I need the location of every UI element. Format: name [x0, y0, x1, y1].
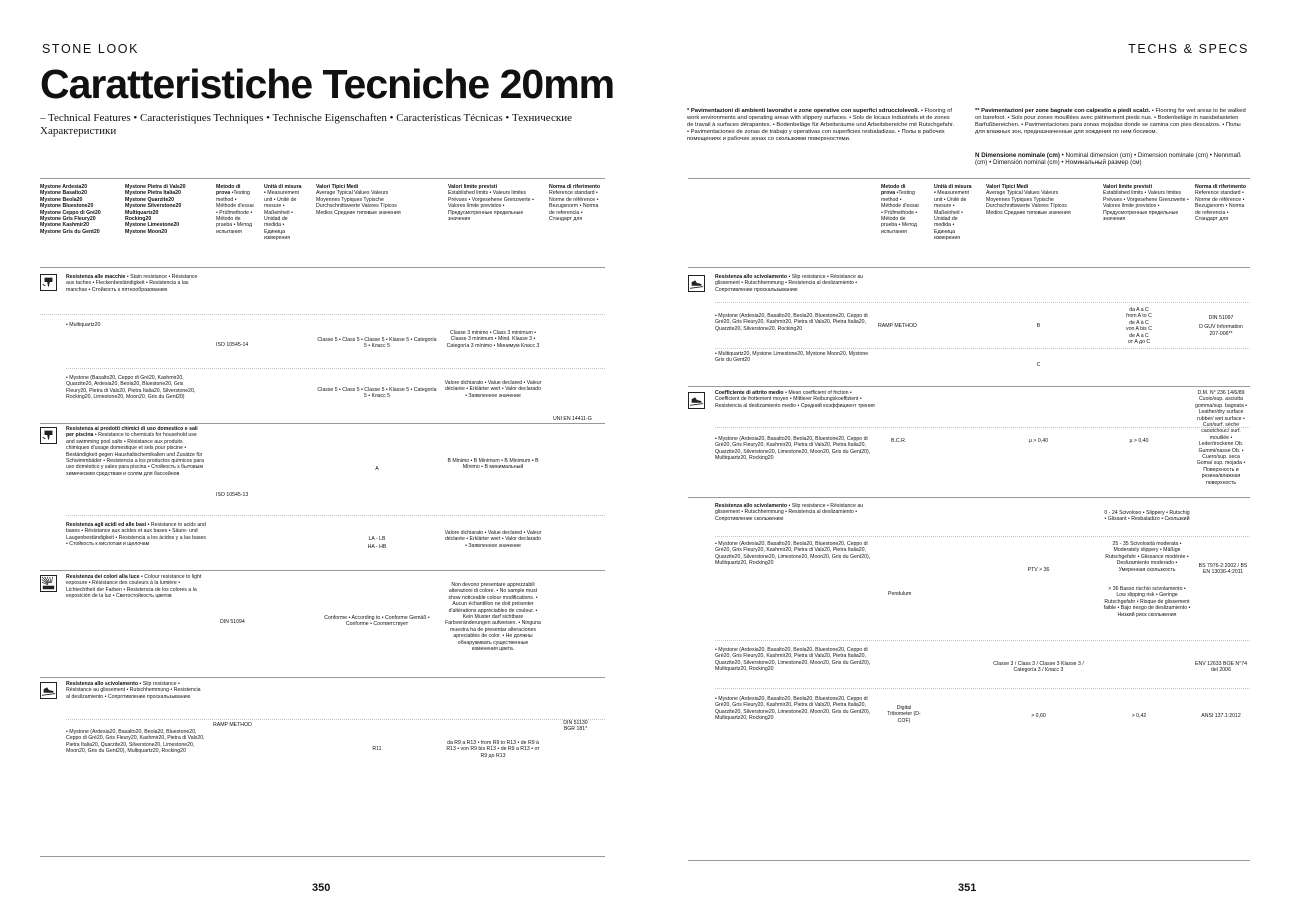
page-title: Caratteristiche Tecniche 20mm	[40, 61, 615, 107]
friction-method: B.C.R.	[891, 438, 907, 444]
pendulum-limit-low: > 36 Basso rischio scivolamento • Low slipping risk • Geringe Rutschgefahr • Risque de glissement faible • Bajo riesgo de deslizamiento • Низкий риск скольжения	[1103, 586, 1191, 618]
stain-method: ISO 10545-14	[216, 342, 249, 348]
chemical-resistance-title: Resistenza ai prodotti chimici di uso domestico e sali per piscina • Resistance to chemicals for household use and swimming pool salts • Résistance aux produits chimiques d'usage domestique et sels pour piscine • Beständigkeit gegen Haushaltschemikalien und Zusätze für Schwimmbäder • Resistencia a los productos químicos para uso doméstico y sales para piscina • Стойкость к бытовым химическим средствам и солям для бассейнов	[66, 426, 204, 477]
stain-resistance-title: Resistenza alle macchie • Stain resistance • Résistance aux taches • Fleckenbeständigkeit • Resistencia a las manchas • Стойкость к пятнообразованию	[66, 274, 198, 293]
divider	[66, 368, 605, 369]
slip-shoe-icon	[688, 392, 705, 409]
dcof-typical: > 0,60	[1031, 713, 1046, 719]
stain-typical-2: Classe 5 • Class 5 • Classe 5 • Klasse 5 • Categoría 5 • Класс 5	[317, 387, 437, 400]
env-products: • Mystone (Ardesia20, Basalto20, Beola20, Bluestone20, Ceppo di Gré20, Gris Fleury20, Kashmir20, Pietra di Vals20, Pietra Italia20, Quarzite20, Silverstone20, Limestone20, Moon20, Gris du Gent20), Multiquartz20, Rocking20	[715, 647, 871, 673]
sun-rays-icon	[40, 575, 57, 592]
acid-typical: LA - LB HA - HB	[367, 536, 387, 551]
stain-mystone-products: • Mystone (Basalto20, Ceppo di Gré20, Kashmir20, Quarzite20, Ardesia20, Beola20, Bluestone20, Gris Fleury20, Pietra di Vals20, Pietra Italia20, Silverstone20, Rocking20, Limestone20, Moon20, Gris du Gent20)	[66, 375, 196, 401]
stain-limit-2: Valore dichiarato • Value declared • Valeur déclarée • Erklärter wert • Valor declarado • Заявленное значение	[444, 380, 542, 399]
divider	[715, 536, 1250, 537]
slip-barefoot-products-2: • Multiquartz20, Mystone Limestone20, Mystone Moon20, Mystone Gris du Gent20	[715, 351, 869, 364]
divider	[66, 719, 605, 720]
env-norm: ENV 12633 BOE N°74 del 2006	[1195, 661, 1247, 674]
dcof-limit: > 0,42	[1131, 713, 1147, 719]
col-header-limits: Valori limite previsti Established limits • Valeurs limites Prévues • Vorgesehene Grenzwerte • Valores límite previstos • Предусмотренные предельные значения	[448, 184, 534, 223]
pendulum-products: • Mystone (Ardesia20, Basalto20, Beola20, Bluestone20, Ceppo di Gré20, Gris Fleury20, Kashmir20, Pietra di Vals20, Pietra Italia20, Quarzite20, Silverstone20, Limestone20, Moon20, Gris du Gent20), Multiquartz20, Rocking20	[715, 541, 871, 567]
page-350	[0, 0, 645, 920]
divider	[715, 348, 1250, 349]
slip-norm: DIN 51130 BGR 181*	[563, 720, 588, 733]
section-kicker: STONE LOOK	[42, 42, 140, 56]
col-header-unit: Unità di misura • Measurement unit • Unité de mesure • Maßeinheit • Unidad de medida • Единица измерения	[264, 184, 302, 242]
stain-typical-1: Classe 5 • Class 5 • Classe 5 • Klasse 5 • Categoría 5 • Класс 5	[317, 337, 437, 350]
slip-barefoot-typical-1: B	[1036, 323, 1041, 329]
section-rule	[40, 423, 605, 424]
pendulum-title: Resistenza allo scivolamento • Slip resistance • Résistance au glissement • Rutschhemmung • Resistencia al deslizamiento • Сопротивление скольжению	[715, 503, 864, 522]
col-header-limits: Valori limite previsti Established limits • Valeurs limites Prévues • Vorgesehene Grenzwerte • Valores límite previstos • Предусмотренные предельные значения	[1103, 184, 1189, 223]
divider	[715, 302, 1250, 303]
stain-limit-1: Classe 3 minimo • Class 3 minimum • Classe 3 minimum • Mind. Klasse 3 • Categoría 3 mínimo • Минимум Класс 3	[446, 330, 540, 349]
pendulum-limit-slippery: 0 - 24 Scivoloso • Slippery • Rutschig • Glissant • Resbaladizo • Скользкий	[1104, 510, 1190, 523]
pendulum-norm: BS 7976-2:2002 / BS EN 13036-4:2011	[1198, 563, 1248, 576]
col-header-typical: Valori Tipici Medi Average Typical Values Valeurs Moyennes Typiques Typische Durchschnittswerte Valores Típicos Medios Средние типовые значения	[316, 184, 401, 216]
footnote-double: ** Pavimentazioni per zone bagnate con calpestio a piedi scalzi. • Flooring for wet areas to be walked on barefoot. • Sols pour zones mouillées avec piétinement pieds nus. • Bodenbeläge in nassbelasteten Barfußbereichen. • Pavimentaciones para zonas mojadas donde se camina con pies descalzos. • Полы для влажных зон, предназначенные для хождения по ним босиком.	[975, 108, 1246, 135]
light-limit: Non devono presentare apprezzabili alterazioni di colore. • No sample must show noticeable colour modifications. • Aucun échantillon ne doit présenter d'altérations appréciables de couleur. • Kein Muster darf sichtbare Farbveränderungen aufweisen. • Ninguna muestra ha de presentar alteraciones apreciables de color. • Не должны обнаруживать существенные изменения цвета.	[445, 582, 541, 653]
env-typical: Classe 3 / Class 3 / Classe 3 Klasse 3 / Categoría 3 / Класс 3	[993, 661, 1084, 674]
dcof-products: • Mystone (Ardesia20, Basalto20, Beola20, Bluestone20, Ceppo di Gré20, Gris Fleury20, Kashmir20, Pietra di Vals20, Pietra Italia20, Quarzite20, Silverstone20, Limestone20, Moon20, Gris du Gent20), Multiquartz20, Rocking20	[715, 696, 871, 722]
footer-rule	[40, 856, 605, 857]
friction-limit: μ > 0,40	[1129, 438, 1149, 444]
section-kicker: TECHS & SPECS	[1128, 42, 1249, 56]
col-header-unit: Unità di misura • Measurement unit • Unité de mesure • Maßeinheit • Unidad de medida • Единица измерения	[934, 184, 972, 242]
slip-method: RAMP METHOD	[213, 722, 252, 728]
page-number: 351	[958, 882, 977, 894]
light-typical: Conforme • According to • Conforme Gemäß • Conforme • Соответствует	[324, 615, 430, 628]
footnote-single: * Pavimentazioni di ambienti lavorativi e zone operative con superfici sdrucciolevoli. • Flooring of work environments and operating areas with slippery surfaces. • Sols de locaux industriels et de zones de travail à surfaces dérapantes. • Bodenbeläge für Arbeitsräume und Arbeitsbereiche mit Rutschgefahr. • Pavimentaciones de zonas de trabajo y operativas con superficies resbaladizas. • Полы в рабочих помещениях и рабочих зонах со скользкими поверхностями.	[687, 108, 955, 142]
slip-barefoot-typical-2: C	[1036, 362, 1041, 368]
chemical-typical: A	[375, 466, 379, 472]
page-number: 350	[312, 882, 331, 894]
pendulum-method: Pendulum	[888, 591, 912, 597]
slip-products: • Mystone (Ardesia20, Basalto20, Beola20, Bluestone20, Ceppo di Gré20, Gris Fleury20, Kashmir20, Pietra di Vals20, Pietra Italia20, Quarzite20, Silverstone20, Limestone20, Moon20, Gris du Gent20), Multiquartz20, Rocking20	[66, 729, 205, 755]
stain-multiquartz: • Multiquartz20	[66, 322, 101, 328]
friction-norm: D.M. N° 236 14/6/89 Cuoio/sup. asciutta gomma/sup. bagnata • Leather/dry surface rubber/ wet surface • Cuir/surf. sèche caoutchouc/ surf. mouillée • Leder/trockene Ob. Gummi/nasse Ob. • Cuero/sup. seca Goma/ sup. mojada • Поверхность и резина/влажная поверхность	[1195, 390, 1247, 486]
slip-barefoot-limits: da A a C from A to C de A à C von A bis C de A a C от A до C	[1126, 307, 1152, 346]
divider	[715, 427, 1250, 428]
acid-limit: Valore dichiarato • Value declared • Valeur déclarée • Erklärter wert • Valor declarado • Заявленное значение	[444, 530, 542, 549]
products-list-1: Mystone Ardesia20 Mystone Basalto20 Mystone Beola20 Mystone Bluestone20 Mystone Ceppo di Gré20 Mystone Gris Fleury20 Mystone Kashmir20 Mystone Gris du Gent20	[40, 184, 101, 235]
section-rule	[688, 497, 1250, 498]
pendulum-typical: PTV > 36	[1027, 567, 1050, 573]
col-header-norm: Norma di riferimento Reference standard • Norme de référence • Bezugsnorm • Norma de referencia • Стандарт для	[549, 184, 601, 223]
slip-resistance-title: Resistenza allo scivolamento • Slip resistance • Résistance au glissement • Rutschhemmung • Resistencia al deslizamiento • Сопротивление проскальзыванию	[715, 274, 864, 293]
chemical-method: ISO 10545-13	[216, 492, 249, 498]
nominal-dimension-note: N Dimensione nominale (cm) • Nominal dimension (cm) • Dimension nominale (cm) • Nennmaß (cm) • Dimensión nominal (cm) • Номинальный размер (см)	[975, 152, 1241, 167]
footer-rule	[688, 860, 1250, 861]
stain-drop-icon	[40, 274, 57, 291]
norm-uni: UNI EN 14411-G	[553, 416, 592, 422]
section-rule	[40, 570, 605, 571]
chemical-drop-icon	[40, 427, 57, 444]
page-subtitle: – Technical Features • Caracteristiques Techniques • Technische Eigenschaften • Características Técnicas • Технические Характеристики	[40, 112, 572, 137]
divider	[715, 688, 1250, 689]
col-header-typical: Valori Tipici Medi Average Typical Values Valeurs Moyennes Typiques Typische Durchschnittswerte Valores Típicos Medios Средние типовые значения	[986, 184, 1071, 216]
col-header-method: Metodo di prova •Testing method • Méthode d'essai • Prüfmethode • Método de prueba • Метод испытания	[881, 184, 919, 235]
section-rule	[688, 386, 1250, 387]
slip-barefoot-products: • Mystone (Ardesia20, Basalto20, Beola20, Bluestone20, Ceppo di Gré20, Gris Fleury20, Kashmir20, Pietra di Vals20, Pietra Italia20, Quarzite20, Silverstone20, Rocking20	[715, 313, 868, 332]
header-top-rule	[688, 178, 1250, 179]
header-top-rule	[40, 178, 605, 179]
slip-barefoot-norm: DIN 51097 D GUV Information 207-006**	[1199, 315, 1243, 337]
slip-shoe-icon	[40, 682, 57, 699]
divider	[715, 640, 1250, 641]
slip-resistance-title: Resistenza allo scivolamento • Slip resistance • Résistance au glissement • Rutschhemmung • Resistencia al deslizamiento • Сопротивление проскальзыванию	[66, 681, 201, 700]
friction-title: Coefficiente di attrito medio • Mean coefficient of friction • Coefficient de frottement moyen • Mittlerer Reibungskoeffizient • Resistencia al deslizamiento medio • Средний коэффициент трения	[715, 390, 875, 409]
divider	[66, 515, 605, 516]
page-351	[645, 0, 1291, 920]
header-bottom-rule	[688, 267, 1250, 268]
col-header-method: Metodo di prova •Testing method • Méthode d'essai • Prüfmethode • Método de prueba • Метод испытания	[216, 184, 254, 235]
section-rule	[40, 677, 605, 678]
light-method: DIN 51094	[220, 619, 245, 625]
dcof-norm: ANSI 137.1:2012	[1201, 713, 1241, 719]
dcof-method: Digital Tribometer (D-COF)	[887, 705, 921, 724]
light-resistance-title: Resistenza dei colori alla luce • Colour resistance to light exposure • Résistance des couleurs à la lumière • Lichtechtheit der Farben • Resistencia de los colores a la exposición de la luz • Светостойкость цветов	[66, 574, 202, 600]
pendulum-limit-moderate: 25 - 35 Scivolosità moderata • Moderately slippery • Mäßige Rutschgefahr • Glissance modérée • Deslizamiento moderado • Умеренная скользкость	[1105, 541, 1189, 573]
friction-typical: μ > 0,40	[1029, 438, 1048, 444]
slip-shoe-icon	[688, 275, 705, 292]
slip-typical: R11	[372, 746, 382, 752]
friction-products: • Mystone (Ardesia20, Basalto20, Beola20, Bluestone20, Ceppo di Gré20, Gris Fleury20, Kashmir20, Pietra di Vals20, Pietra Italia20, Quarzite20, Silverstone20, Limestone20, Moon20, Gris du Gent20), Multiquartz20, Rocking20	[715, 436, 871, 462]
header-bottom-rule	[40, 267, 605, 268]
acid-resistance-title: Resistenza agli acidi ed alle basi • Resistance to acids and bases • Résistance aux acides et aux bases • Säure- und Laugenbeständigkeit • Resistencia a los ácidos y a las bases • Стойкость к кислотам и щелочам	[66, 522, 206, 548]
chemical-limit: B Minimo • B Minimum • B Minimum • B Mínimo • B минимальный	[447, 458, 539, 471]
slip-barefoot-method: RAMP METHOD	[878, 323, 917, 329]
col-header-norm: Norma di riferimento Reference standard • Norme de référence • Bezugsnorm • Norma de referencia • Стандарт для	[1195, 184, 1247, 223]
products-list-2: Mystone Pietra di Vals20 Mystone Pietra Italia20 Mystone Quarzite20 Mystone Silverstone20 Multiquartz20 Rocking20 Mystone Limestone20 Mystone Moon20	[125, 184, 186, 235]
divider	[40, 314, 605, 315]
slip-limit: da R9 a R13 • from R9 to R13 • de R9 à R13 • von R9 bis R13 • de R9 a R13 • от R9 до R13	[446, 740, 540, 759]
